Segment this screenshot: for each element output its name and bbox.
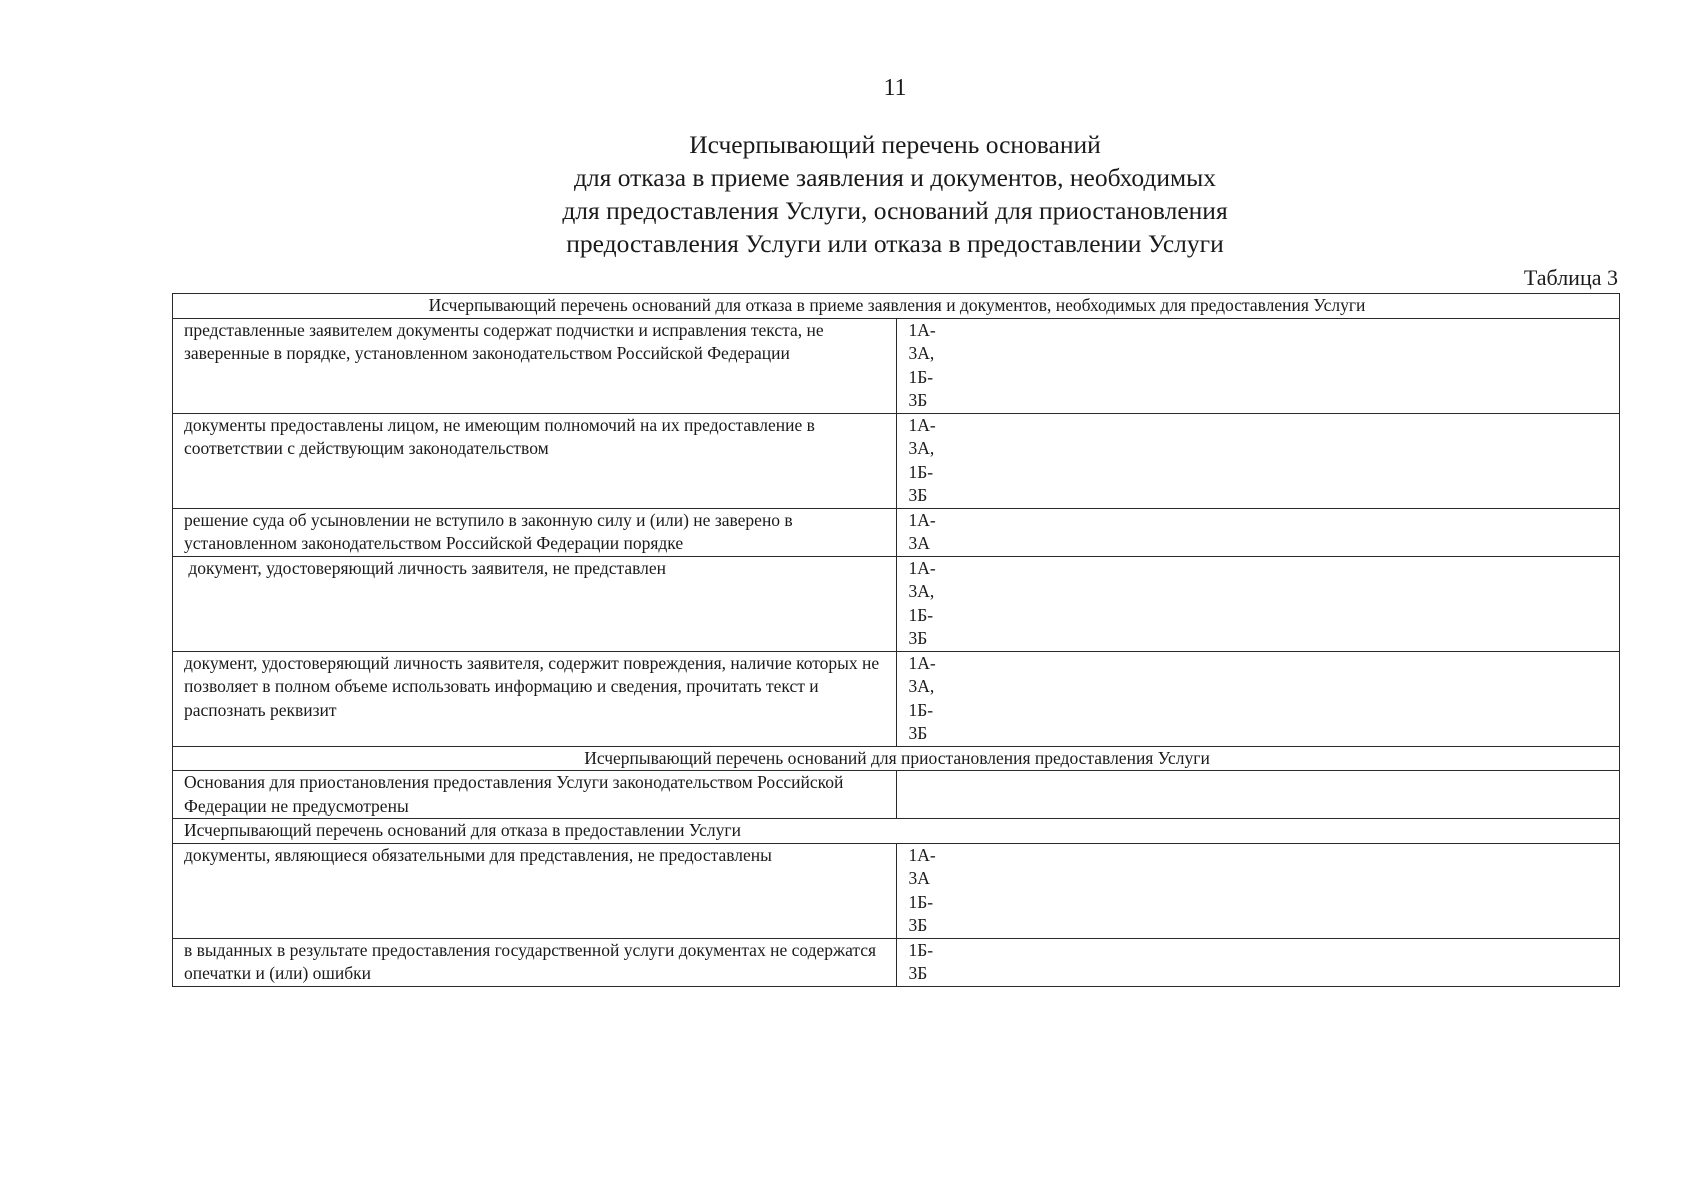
section-header-refusal-service: Исчерпывающий перечень оснований для отказа в предоставлении Услуги (173, 819, 1620, 844)
ground-code: 1А- 3А, 1Б- 3Б (896, 318, 1620, 413)
ground-text: документ, удостоверяющий личность заявителя, содержит повреждения, наличие которых не позволяет в полном объеме использовать информацию и сведения, прочитать текст и распознать реквизит (173, 651, 897, 746)
title-line: предоставления Услуги или отказа в предоставлении Услуги (566, 229, 1224, 258)
ground-text: документы предоставлены лицом, не имеющим полномочий на их предоставление в соответствии с действующим законодательством (173, 413, 897, 508)
section-header-row (173, 819, 1620, 844)
table-row (173, 413, 1620, 508)
ground-code: 1А- 3А, 1Б- 3Б (896, 556, 1620, 651)
section-header-refusal-acceptance: Исчерпывающий перечень оснований для отказа в приеме заявления и документов, необходимых для предоставления Услуги (173, 294, 1620, 319)
table-row (173, 938, 1620, 986)
ground-code: 1А- 3А (896, 508, 1620, 556)
title-line: для предоставления Услуги, оснований для приостановления (562, 196, 1228, 225)
ground-text: решение суда об усыновлении не вступило в законную силу и (или) не заверено в установленном законодательством Российской Федерации порядке (173, 508, 897, 556)
section-header-suspension: Исчерпывающий перечень оснований для приостановления предоставления Услуги (173, 746, 1620, 771)
table-caption: Таблица 3 (1523, 265, 1618, 290)
ground-text: представленные заявителем документы содержат подчистки и исправления текста, не заверенные в порядке, установленном законодательством Российской Федерации (173, 318, 897, 413)
ground-code (896, 771, 1620, 819)
title-line: Исчерпывающий перечень оснований (689, 130, 1101, 159)
ground-code: 1Б- 3Б (896, 938, 1620, 986)
table-row (173, 651, 1620, 746)
title-line: для отказа в приеме заявления и документов, необходимых (573, 163, 1217, 192)
ground-text: документ, удостоверяющий личность заявителя, не представлен (173, 556, 897, 651)
ground-code: 1А- 3А, 1Б- 3Б (896, 651, 1620, 746)
section-header-row (173, 294, 1620, 319)
ground-text: в выданных в результате предоставления государственной услуги документах не содержатся опечатки и (или) ошибки (173, 938, 897, 986)
ground-text: документы, являющиеся обязательными для представления, не предоставлены (173, 843, 897, 938)
table-row (173, 843, 1620, 938)
table-row (173, 771, 1620, 819)
grounds-table (172, 293, 1620, 987)
ground-text: Основания для приостановления предоставления Услуги законодательством Российской Федерации не предусмотрены (173, 771, 897, 819)
table-row (173, 508, 1620, 556)
section-header-row (173, 746, 1620, 771)
page-number: 11 (883, 75, 907, 101)
table-row (173, 556, 1620, 651)
ground-code: 1А- 3А 1Б- 3Б (896, 843, 1620, 938)
table-row (173, 318, 1620, 413)
document-title (0, 128, 1698, 260)
ground-code: 1А- 3А, 1Б- 3Б (896, 413, 1620, 508)
